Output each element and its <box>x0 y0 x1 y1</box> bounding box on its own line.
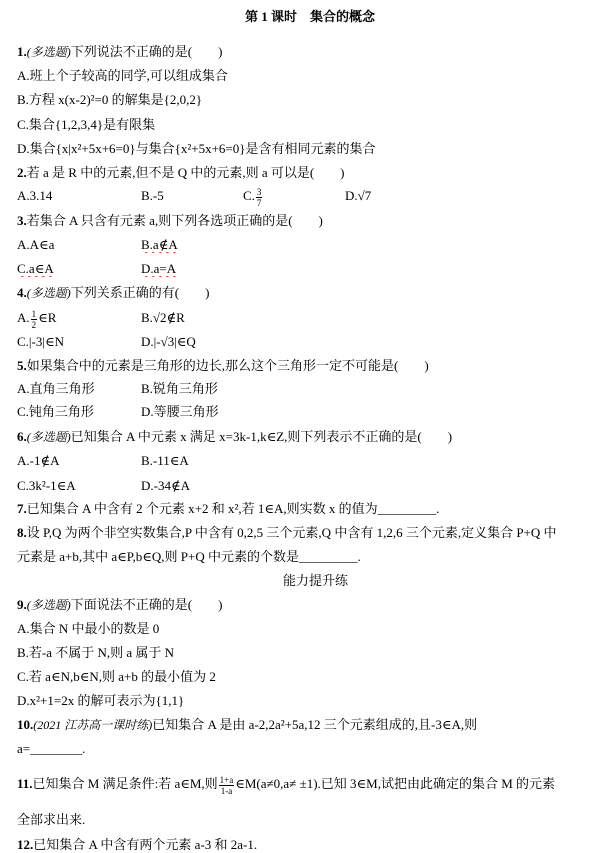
question-type-tag: (多选题) <box>26 286 71 300</box>
question-number: 1. <box>17 44 27 59</box>
question-stem: 已知集合 A 中含有两个元素 a-3 和 2a-1. <box>33 837 258 852</box>
question-stem: 若 a 是 R 中的元素,但不是 Q 中的元素,则 a 可以是( ) <box>26 165 345 180</box>
question-10-continuation: a=________. <box>17 741 86 756</box>
option-a: A.3.14 <box>17 188 53 203</box>
option-label: C. <box>243 188 255 203</box>
question-number: 6. <box>17 429 27 444</box>
option-a <box>17 304 56 332</box>
question-stem: 已知集合 A 是由 a-2,2a²+5a,12 三个元素组成的,且-3∈A,则 <box>152 717 478 732</box>
option-b: B.-11∈A <box>141 453 189 468</box>
section-title: 能力提升练 <box>283 573 349 588</box>
question-stem: 设 P,Q 为两个非空实数集合,P 中含有 0,2,5 三个元素,Q 中含有 1,2,6 三个元素,定义集合 P+Q 中 <box>26 525 557 540</box>
question-3-options-row-1 <box>0 236 603 253</box>
question-1-option-a: A.班上个子较高的同学,可以组成集合 <box>17 68 228 83</box>
option-d: D.|-√3|∈Q <box>141 334 196 349</box>
question-number: 3. <box>17 213 27 228</box>
question-9 <box>0 596 603 613</box>
question-stem: 下列说法不正确的是( ) <box>70 44 223 59</box>
fraction-numerator: 3 <box>256 186 262 197</box>
question-number: 11. <box>17 776 33 791</box>
option-c: C.钝角三角形 <box>17 404 94 419</box>
question-4 <box>0 284 603 301</box>
option-a: A.A∈a <box>17 237 55 252</box>
question-number: 4. <box>17 285 27 300</box>
question-12 <box>0 836 603 853</box>
option-b: B.锐角三角形 <box>141 381 218 396</box>
question-6 <box>0 428 603 445</box>
question-stem: 已知集合 A 中含有 2 个元素 x+2 和 x²,若 1∈A,则实数 x 的值为_________. <box>26 501 440 516</box>
question-2 <box>0 164 603 181</box>
question-5 <box>0 357 603 374</box>
question-type-tag: (多选题) <box>26 45 71 59</box>
question-stem: 如果集合中的元素是三角形的边长,那么这个三角形一定不可能是( ) <box>26 358 429 373</box>
option-b: B.a∉A <box>141 237 178 252</box>
fraction-denominator: 7 <box>256 197 262 208</box>
question-8-continuation: 元素是 a+b,其中 a∈P,b∈Q,则 P+Q 中元素的个数是_________. <box>17 549 361 564</box>
fraction <box>256 187 263 208</box>
question-1-option-c: C.集合{1,2,3,4}是有限集 <box>17 117 156 132</box>
question-7 <box>0 500 603 517</box>
question-number: 9. <box>17 597 27 612</box>
fraction-numerator: 1 <box>31 308 37 319</box>
question-number: 12. <box>17 837 34 852</box>
question-3-options-row-2 <box>0 260 603 277</box>
question-10 <box>0 716 603 733</box>
question-5-options-row-2 <box>0 403 603 420</box>
question-9-option-c: C.若 a∈N,b∈N,则 a+b 的最小值为 2 <box>17 669 216 684</box>
option-c: C.|-3|∈N <box>17 334 64 349</box>
question-1-option-b: B.方程 x(x-2)²=0 的解集是{2,0,2} <box>17 92 203 107</box>
option-c: C.a∈A <box>17 261 54 276</box>
question-4-options-row-2 <box>0 333 603 350</box>
fraction <box>219 775 235 796</box>
question-stem: 已知集合 A 中元素 x 满足 x=3k-1,k∈Z,则下列表示不正确的是( ) <box>70 429 453 444</box>
option-d: D.a=A <box>141 261 177 276</box>
question-number: 2. <box>17 165 27 180</box>
option-c: C.3k²-1∈A <box>17 478 76 493</box>
question-stem: 若集合 A 只含有元素 a,则下列各选项正确的是( ) <box>26 213 323 228</box>
fraction-denominator: 1-a <box>220 785 233 796</box>
question-number: 7. <box>17 501 27 516</box>
question-5-options-row-1 <box>0 380 603 397</box>
option-d: D.√7 <box>345 188 372 203</box>
question-6-options-row-1 <box>0 452 603 469</box>
question-11-continuation: 全部求出来. <box>17 812 86 827</box>
fraction-numerator: 1+a <box>219 774 234 785</box>
option-b: B.-5 <box>141 188 164 203</box>
option-c <box>243 182 263 210</box>
option-d: D.-34∉A <box>141 478 190 493</box>
question-11 <box>0 770 603 798</box>
question-1 <box>0 43 603 60</box>
question-2-options <box>0 182 603 210</box>
question-type-tag: (多选题) <box>26 598 71 612</box>
question-3 <box>0 212 603 229</box>
fraction <box>31 309 38 330</box>
question-source-tag: (2021 江苏高一课时练) <box>33 718 153 732</box>
question-stem: 下面说法不正确的是( ) <box>70 597 223 612</box>
question-number: 10. <box>17 717 34 732</box>
question-9-option-d: D.x²+1=2x 的解可表示为{1,1} <box>17 693 185 708</box>
question-6-options-row-2 <box>0 477 603 494</box>
page-title: 第 1 课时 集合的概念 <box>245 9 376 24</box>
option-a: A.-1∉A <box>17 453 60 468</box>
question-stem-rest: ∈M(a≠0,a≠ ±1).已知 3∈M,试把由此确定的集合 M 的元素 <box>235 776 556 791</box>
question-1-option-d: D.集合{x|x²+5x+6=0}与集合{x²+5x+6=0}是含有相同元素的集合 <box>17 141 376 156</box>
option-text: ∈R <box>38 310 57 325</box>
question-number: 8. <box>17 525 27 540</box>
fraction-denominator: 2 <box>31 319 37 330</box>
question-stem: 已知集合 M 满足条件:若 a∈M,则 <box>32 776 218 791</box>
question-stem: 下列关系正确的有( ) <box>70 285 210 300</box>
option-b: B.√2∉R <box>141 310 185 325</box>
option-label: A. <box>17 310 30 325</box>
question-9-option-a: A.集合 N 中最小的数是 0 <box>17 621 160 636</box>
question-number: 5. <box>17 358 27 373</box>
question-4-options-row-1 <box>0 304 603 332</box>
question-type-tag: (多选题) <box>26 430 71 444</box>
question-9-option-b: B.若-a 不属于 N,则 a 属于 N <box>17 645 175 660</box>
question-8 <box>0 524 603 541</box>
option-d: D.等腰三角形 <box>141 404 219 419</box>
option-a: A.直角三角形 <box>17 381 95 396</box>
